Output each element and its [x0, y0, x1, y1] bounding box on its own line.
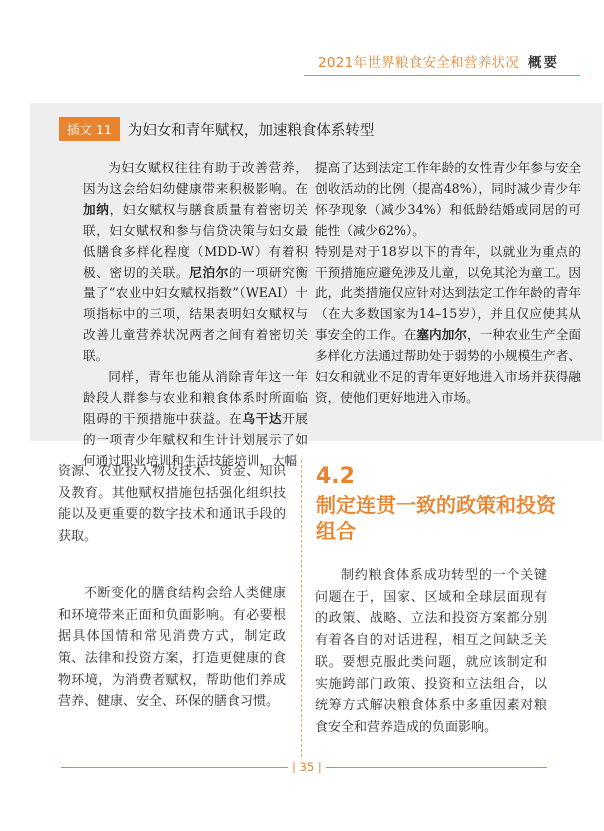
- country-nepal: 尼泊尔: [189, 264, 230, 280]
- box-title: 为妇女和青年赋权，加速粮食体系转型: [127, 122, 375, 139]
- running-header-section: 概要: [528, 55, 559, 71]
- left-body-paragraph-1: 资源、农业投入物及技术、资金、知识及教育。其他赋权措施包括强化组织技能以及更重要的数字技术和通讯手段的获取。: [58, 464, 286, 545]
- left-body-column: [58, 461, 286, 713]
- text-span: 同样，青年也能从消除青年这一年龄段人群参与农业和粮食体系时所面临阻碍的干预措施中获益。在: [83, 369, 308, 426]
- section-number: 4.2: [316, 464, 355, 489]
- text-span: 的一项研究衡量了“农业中妇女赋权指数”（WEAI）十项指标中的三项，结果表明妇女赋权与改善儿童营养状况两者之间有着密切关联。: [83, 264, 309, 364]
- text-span: 开展的一项青少年赋权和生计计划展示了如何通过职业培训和生活技能培训，大幅: [83, 410, 309, 468]
- box-11: [30, 103, 602, 468]
- section-title: 制定连贯一致的政策和投资组合: [316, 493, 556, 543]
- box-left-paragraph-2: [83, 367, 308, 472]
- country-ghana: 加纳: [83, 201, 110, 217]
- box-right-paragraph-1: 提高了达到法定工作年龄的女性青少年参与安全创收活动的比例（提高48%），同时减少青少年怀孕现象（减少34%）和低龄结婚或同居的可能性（减少62%）。: [315, 160, 581, 238]
- text-span: ，一种农业生产全面多样化方法通过帮助处于弱势的小规模生产者、妇女和就业不足的青年更好地进入市场并获得融资，使他们更好地进入市场。: [315, 327, 582, 405]
- box-title-bar: [59, 117, 374, 141]
- text-span: 为妇女赋权往往有助于改善营养，因为这会给妇幼健康带来积极影响。在: [83, 160, 308, 196]
- column-divider: [301, 460, 302, 757]
- page-number: | 35 |: [288, 760, 326, 774]
- country-senegal: 塞内加尔: [416, 327, 468, 343]
- left-body-paragraph-2: 不断变化的膳食结构会给人类健康和环境带来正面和负面影响。有必要根据具体国情和常见消费方式，制定政策、法律和投资方案，打造更健康的食物环境，为消费者赋权，帮助他们养成营养、健康、安全、环保的膳食习惯。: [58, 585, 286, 710]
- box-left-column: [83, 158, 308, 472]
- right-body-column: [315, 565, 547, 739]
- box-right-column: [315, 158, 581, 409]
- section-body-paragraph: 制约粮食体系成功转型的一个关键问题在于，国家、区域和全球层面现有的政策、战略、立法和投资方案都分别有着各自的对话进程，相互之间缺乏关联。要想克服此类问题，就应该制定和实施跨部门政策、投资和立法组合，以统筹方式解决粮食体系中多重因素对粮食安全和营养造成的负面影响。: [315, 568, 547, 735]
- box-right-paragraph-2: [315, 242, 581, 409]
- text-span: ，妇女赋权与膳食质量有着密切关联，妇女赋权和参与信贷决策与妇女最低膳食多样化程度（MDD-W）有着积极、密切的关联。: [83, 201, 309, 280]
- text-span: 特别是对于18岁以下的青年，以就业为重点的干预措施应避免涉及儿童，以免其沦为童工。因此，此类措施仅应针对达到法定工作年龄的青年（在大多数国家为14–15岁），并且仅应使其从事安全的工作。在: [315, 243, 581, 343]
- box-tag: 插文 11: [59, 117, 120, 141]
- box-left-paragraph-1: [83, 158, 308, 367]
- running-header-title: 2021年世界粮食安全和营养状况: [318, 55, 520, 71]
- header-rule: [304, 75, 580, 76]
- country-uganda: 乌干达: [242, 410, 283, 426]
